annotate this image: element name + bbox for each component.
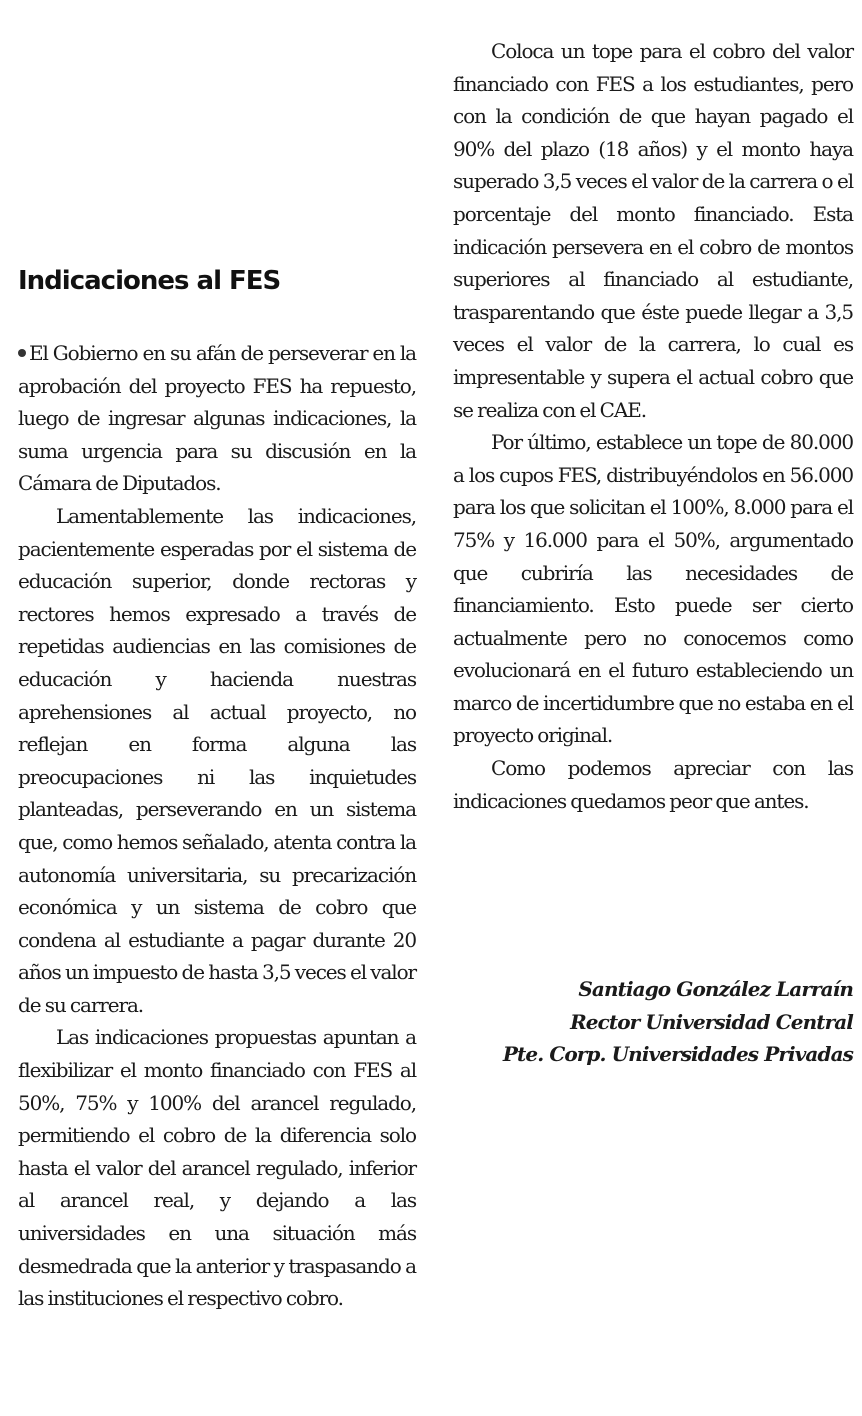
paragraph-3: Las indicaciones propuestas apuntan a flexibilizar el monto financiado con FES al 50%, 75% y 100% del arancel regulado, permitiendo el cobro de la diferencia solo hasta el valor del arancel regulado, inferior al arancel real, y dejando a las universidades en una situación más desmedrada que la anterior y traspasando a las instituciones el respectivo cobro. (18, 1025, 416, 1311)
paragraph-1-text: El Gobierno en su afán de perseverar en la aprobación del proyecto FES ha repuesto, luego de ingresar algunas indicaciones, la suma urgencia para su discusión en la Cámara de Diputados. (18, 341, 416, 496)
paragraph-6: Como podemos apreciar con las indicaciones quedamos peor que antes. (453, 756, 853, 813)
paragraph-4: Coloca un tope para el cobro del valor financiado con FES a los estudiantes, pero con la condición de que hayan pagado el 90% del plazo (18 años) y el monto haya superado 3,5 veces el valor de la carrera o el porcentaje del monto financiado. Esta indicación persevera en el cobro de montos superiores al financiado al estudiante, trasparentando que éste puede llegar a 3,5 veces el valor de la carrera, lo cual es impresentable y supera el actual cobro que se realiza con el CAE. (453, 39, 853, 422)
paragraph-2: Lamentablemente las indicaciones, pacientemente esperadas por el sistema de educación superior, donde rectoras y rectores hemos expresado a través de repetidas audiencias en las comisiones de educación y hacienda nuestras aprehensiones al actual proyecto, no reflejan en forma alguna las preocupaciones ni las inquietudes planteadas, perseverando en un sistema que, como hemos señalado, atenta contra la autonomía universitaria, su precarización económica y un sistema de cobro que condena al estudiante a pagar durante 20 años un impuesto de hasta 3,5 veces el valor de su carrera. (18, 503, 416, 1017)
author-affiliation: Pte. Corp. Universidades Privadas (502, 1042, 853, 1067)
author-name: Santiago González Larraín (578, 977, 853, 1001)
article-headline: Indicaciones al FES (18, 266, 281, 296)
bullet-icon (18, 349, 26, 357)
paragraph-1 (18, 337, 416, 500)
author-title: Rector Universidad Central (570, 1009, 853, 1034)
signature-block (453, 973, 853, 1071)
left-column (18, 337, 416, 1315)
paragraph-5: Por último, establece un tope de 80.000 a los cupos FES, distribuyéndolos en 56.000 para los que solicitan el 100%, 8.000 para el 75% y 16.000 para el 50%, argumentado que cubriría las necesidades de financiamiento. Esto puede ser cierto actualmente pero no conocemos como evolucionará en el futuro estableciendo un marco de incertidumbre que no estaba en el proyecto original. (453, 430, 853, 748)
right-column (453, 35, 853, 817)
